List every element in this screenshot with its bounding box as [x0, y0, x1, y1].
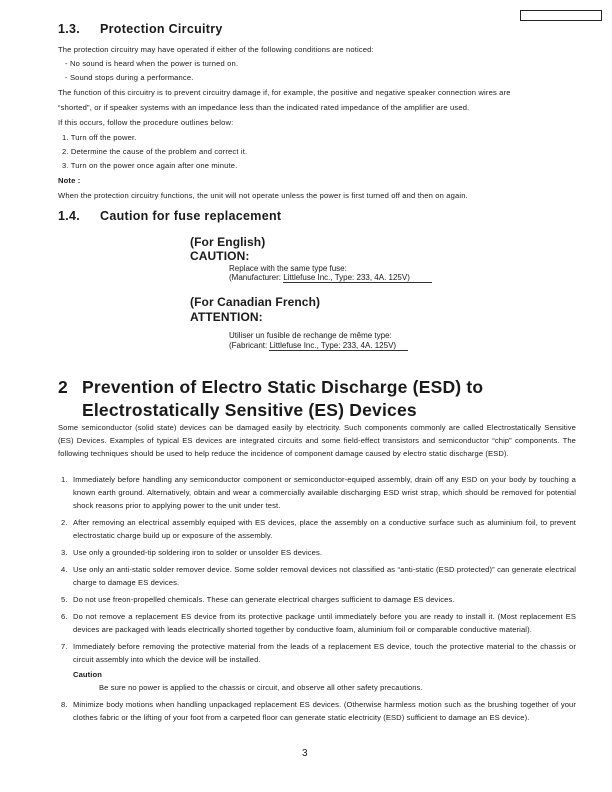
list-item: 4. Use only an anti-static solder remover device. Some solder removal devices not classified as “anti-static (ESD protected)” can generate electrical charge to damage ES devices.	[61, 565, 576, 587]
procedure-step-3: 3. Turn on the power once again after one minute.	[62, 161, 238, 170]
function-line-1: The function of this circuitry is to prevent circuitry damage if, for example, the positive and negative speaker connection wires are	[58, 88, 511, 97]
french-caution: ATTENTION:	[190, 310, 263, 324]
list-item: 8. Minimize body motions when handling unpackaged replacement ES devices. (Otherwise harmless motion such as the brushing together of your clothes fabric or the lifting of your foot from a carpeted floor can generate static electricity (ESD) sufficient to damage an ES device).	[61, 700, 576, 722]
section-number: 1.3.	[58, 22, 81, 36]
manufacturer-label: (Manufacturer:	[229, 273, 282, 282]
list-item: 7. Immediately before removing the protective material from the leads of a replacement ES device, touch the protective material to the chassis or circuit assembly into which the device will be installed.	[61, 642, 576, 664]
header-box	[520, 10, 602, 21]
section-1-4-heading	[58, 209, 281, 223]
section-title-line-2: Electrostatically Sensitive (ES) Devices	[82, 400, 417, 420]
fuse-spec: Littlefuse Inc., Type: 233, 4A. 125V)	[283, 273, 432, 283]
section-number: 2	[58, 377, 68, 397]
protection-intro: The protection circuitry may have operated if either of the following conditions are noticed:	[58, 45, 374, 54]
procedure-intro: If this occurs, follow the procedure outlines below:	[58, 118, 234, 127]
list-item: 1. Immediately before handling any semiconductor component or semiconductor-equiped assembly, drain off any ESD on your body by touching a known earth ground. Alternatively, obtain and wear a commercially available discharging ESD wrist strap, which should be removed for potential shock reasons prior to applying power to the unit under test.	[61, 475, 576, 510]
section-title: Protection Circuitry	[100, 22, 223, 36]
list-item: 5. Do not use freon-propelled chemicals. These can generate electrical charges sufficient to damage ES devices.	[61, 595, 455, 604]
english-heading: (For English)	[190, 235, 266, 249]
note-text: When the protection circuitry functions, the unit will not operate unless the power is first turned off and then on again.	[58, 191, 468, 200]
caution-text: Be sure no power is applied to the chassis or circuit, and observe all other safety precautions.	[99, 683, 423, 692]
list-item: 6. Do not remove a replacement ES device from its protective package until immediately before you are ready to install it. (Most replacement ES devices are packaged with leads electrically shorted together by conductive foam, aluminium foil or comparable conductive material).	[61, 612, 576, 634]
section-title: Caution for fuse replacement	[100, 209, 282, 223]
esd-list	[61, 473, 576, 724]
list-item: 3. Use only a grounded-tip soldering iron to solder or unsolder ES devices.	[61, 548, 323, 557]
french-line-1: Utiliser un fusible de rechange de même type:	[229, 331, 392, 340]
fuse-spec: Littlefuse Inc., Type: 233, 4A. 125V)	[269, 341, 408, 351]
fabricant-label: (Fabricant:	[229, 341, 268, 350]
section-title-line-1: Prevention of Electro Static Discharge (ESD) to	[82, 377, 484, 397]
condition-1: - No sound is heard when the power is turned on.	[65, 59, 239, 68]
procedure-step-1: 1. Turn off the power.	[62, 133, 137, 142]
section-1-3-heading	[58, 22, 223, 36]
section-2-heading	[58, 376, 588, 422]
english-caution: CAUTION:	[190, 249, 250, 263]
english-line-2	[229, 273, 432, 282]
french-line-2	[229, 341, 408, 350]
caution-label: Caution	[73, 670, 102, 679]
function-line-2: “shorted”, or if speaker systems with an impedance less than the indicated rated impedance of the amplifier are used.	[58, 103, 470, 112]
page-number: 3	[302, 748, 308, 759]
list-item: 2. After removing an electrical assembly equiped with ES devices, place the assembly on a conductive surface such as aluminium foil, to prevent electrostatic charge build up or exposure of the assembly.	[61, 518, 576, 540]
procedure-step-2: 2. Determine the cause of the problem and correct it.	[62, 147, 248, 156]
condition-2: - Sound stops during a performance.	[65, 73, 194, 82]
esd-intro: Some semiconductor (solid state) devices can be damaged easily by electricity. Such components commonly are called Electrostatically Sensitive (ES) Devices. Examples of typical ES devices are integrated circuits and some field-effect transistors and semiconductor “chip” components. The following techniques should be used to help reduce the incidence of component damage caused by electro static discharge (ESD).	[58, 423, 576, 458]
section-number: 1.4.	[58, 209, 81, 223]
english-line-1: Replace with the same type fuse:	[229, 264, 347, 273]
french-heading: (For Canadian French)	[190, 295, 321, 309]
note-label: Note :	[58, 176, 81, 185]
